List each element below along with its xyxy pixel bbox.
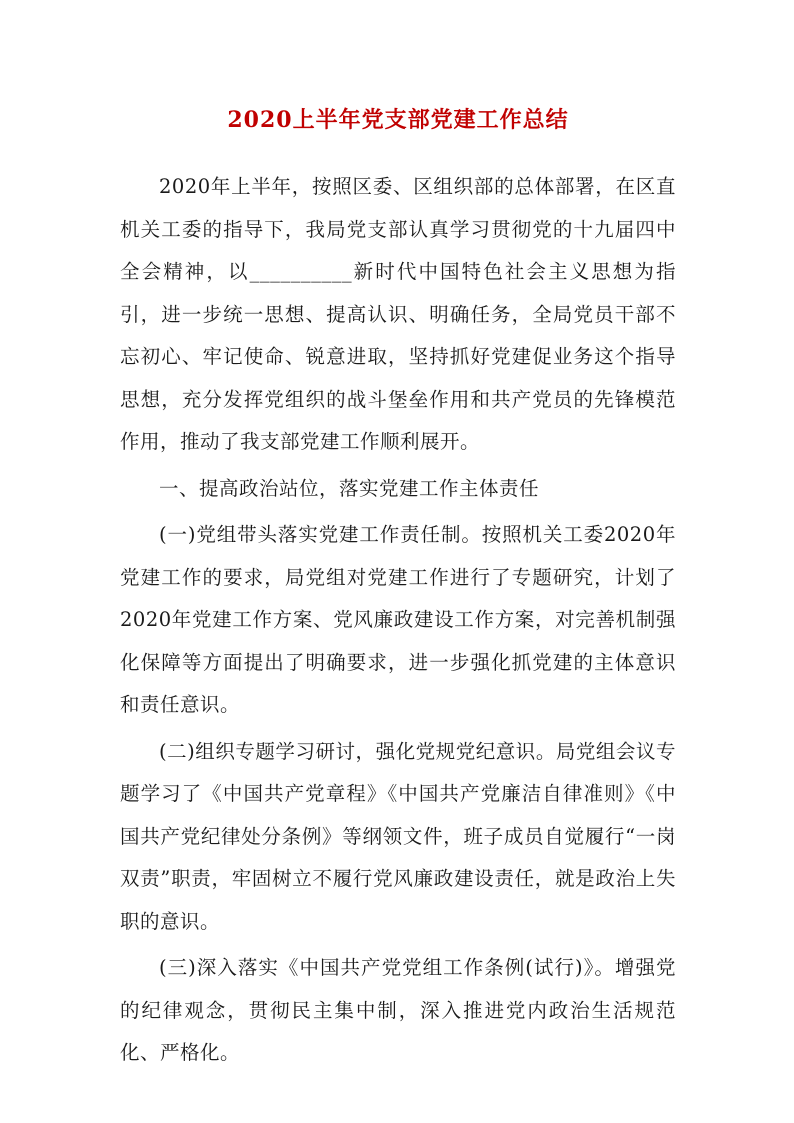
document-page — [120, 100, 676, 1079]
paragraph-item-3: (三)深入落实《中国共产党党组工作条例(试行)》。增强党的纪律观念，贯彻民主集中制，深入推进党内政治生活规范化、严格化。 — [120, 956, 676, 1064]
paragraph-item-1: (一)党组带头落实党建工作责任制。按照机关工委2020年党建工作的要求，局党组对党建工作进行了专题研究，计划了2020年党建工作方案、党风廉政建设工作方案，对完善机制强化保障等方面提出了明确要求，进一步强化抓党建的主体意识和责任意识。 — [120, 523, 676, 716]
paragraph-item-2: (二)组织专题学习研讨，强化党规党纪意识。局党组会议专题学习了《中国共产党章程》《中国共产党廉洁自律准则》《中国共产党纪律处分条例》等纲领文件，班子成员自觉履行“一岗双责”职责，牢固树立不履行党风廉政建设责任，就是政治上失职的意识。 — [120, 739, 676, 933]
document-title: 2020上半年党支部党建工作总结 — [227, 107, 569, 133]
section-heading-1: 一、提高政治站位，落实党建工作主体责任 — [159, 476, 540, 500]
document-body — [120, 166, 676, 1075]
paragraph-intro: 2020年上半年，按照区委、区组织部的总体部署，在区直机关工委的指导下，我局党支部认真学习贯彻党的十九届四中全会精神，以__________新时代中国特色社会主义思想为指引，进一步统一思想、提高认识、明确任务，全局党员干部不忘初心、牢记使命、锐意进取，坚持抓好党建促业务这个指导思想，充分发挥党组织的战斗堡垒作用和共产党员的先锋模范作用，推动了我支部党建工作顺利展开。 — [120, 175, 676, 453]
